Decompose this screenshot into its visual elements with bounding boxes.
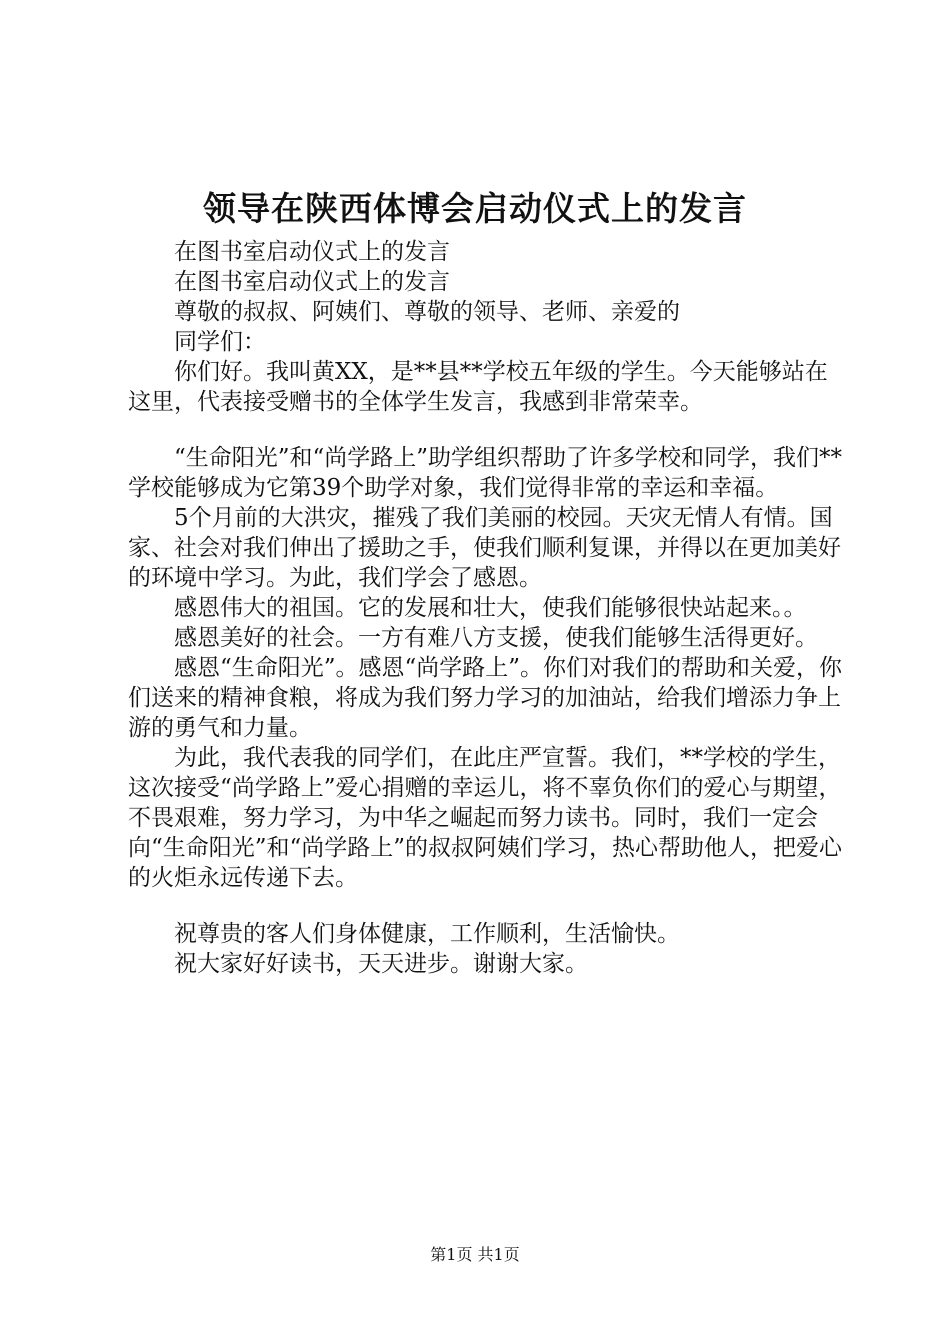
- paragraph: 在图书室启动仪式上的发言: [174, 269, 450, 295]
- paragraph-gap: [128, 417, 848, 443]
- paragraph: 感恩美好的社会。一方有难八方支援，使我们能够生活得更好。: [174, 625, 818, 651]
- document-body: [128, 237, 848, 979]
- paragraph: 祝大家好好读书，天天进步。谢谢大家。: [174, 951, 588, 977]
- document-title: 领导在陕西体博会启动仪式上的发言: [203, 189, 747, 228]
- paragraph: 感恩伟大的祖国。它的发展和壮大，使我们能够很快站起来。。: [174, 595, 807, 621]
- paragraph: 你们好。我叫黄XX，是**县**学校五年级的学生。今天能够站在这里，代表接受赠书的全体学生发言，我感到非常荣幸。: [128, 359, 828, 415]
- paragraph: “生命阳光”和“尚学路上”助学组织帮助了许多学校和同学，我们**学校能够成为它第39个助学对象，我们觉得非常的幸运和幸福。: [128, 445, 843, 501]
- paragraph: 5个月前的大洪灾，摧残了我们美丽的校园。天灾无情人有情。国家、社会对我们伸出了援助之手，使我们顺利复课，并得以在更加美好的环境中学习。为此，我们学会了感恩。: [128, 505, 841, 591]
- paragraph: 感恩“生命阳光”。感恩“尚学路上”。你们对我们的帮助和关爱，你们送来的精神食粮，将成为我们努力学习的加油站，给我们增添力争上游的勇气和力量。: [128, 655, 843, 741]
- paragraph: 为此，我代表我的同学们，在此庄严宣誓。我们，**学校的学生，这次接受“尚学路上”爱心捐赠的幸运儿，将不辜负你们的爱心与期望，不畏艰难，努力学习，为中华之崛起而努力读书。同时，我们一定会向“生命阳光”和“尚学路上”的叔叔阿姨们学习，热心帮助他人，把爱心的火炬永远传递下去。: [128, 745, 843, 891]
- paragraph: 祝尊贵的客人们身体健康，工作顺利，生活愉快。: [174, 921, 680, 947]
- paragraph-gap: [128, 893, 848, 919]
- paragraph: 尊敬的叔叔、阿姨们、尊敬的领导、老师、亲爱的: [174, 299, 680, 325]
- page-number-footer: 第1页 共1页: [430, 1245, 520, 1264]
- paragraph: 同学们：: [174, 329, 266, 355]
- paragraph: 在图书室启动仪式上的发言: [174, 239, 450, 265]
